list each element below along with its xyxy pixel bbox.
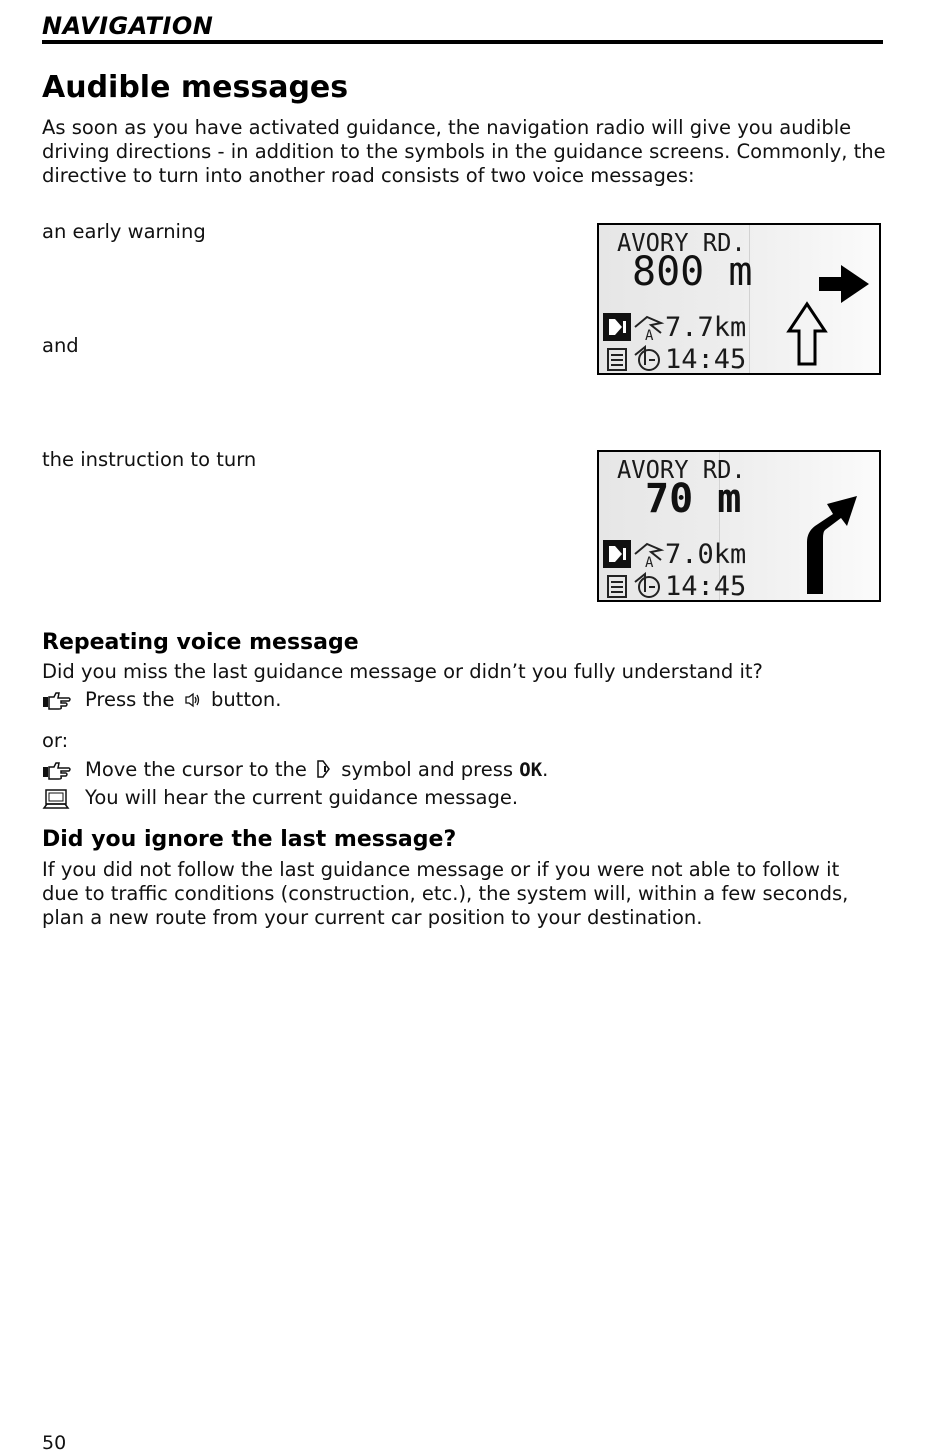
label-instruction: the instruction to turn xyxy=(42,448,257,471)
menu-list-icon xyxy=(603,572,631,600)
turn-right-arrow-icon xyxy=(817,263,873,305)
svg-text:A: A xyxy=(645,328,654,341)
ignore-line: plan a new route from your current car position to your destination. xyxy=(42,906,703,929)
repeat-question: Did you miss the last guidance message or didn’t you fully understand it? xyxy=(42,660,763,683)
lcd-street-name: AVORY RD. xyxy=(617,228,746,257)
intro-line: directive to turn into another road consists of two voice messages: xyxy=(42,164,695,187)
label-early-warning: an early warning xyxy=(42,220,206,243)
distance-to-destination-icon xyxy=(631,313,665,341)
heading-repeating-voice-message: Repeating voice message xyxy=(42,630,359,655)
label-and: and xyxy=(42,334,79,357)
lcd-remaining-row xyxy=(603,313,746,341)
display-result-icon xyxy=(42,788,72,810)
or-label: or: xyxy=(42,729,69,752)
section-header: NAVIGATION xyxy=(42,12,214,40)
step-move-cursor xyxy=(85,758,548,781)
header-rule xyxy=(42,40,883,44)
intro-line: As soon as you have activated guidance, the navigation radio will give you audible xyxy=(42,116,852,139)
step-text: button. xyxy=(210,688,282,711)
svg-text:A: A xyxy=(645,555,654,568)
heading-ignore-last-message: Did you ignore the last message? xyxy=(42,827,457,852)
lcd-arrival-time: 14:45 xyxy=(665,343,747,375)
step-press-button xyxy=(85,688,281,711)
lcd-eta-row xyxy=(603,572,746,600)
lcd-distance: 70 m xyxy=(645,476,742,522)
lcd-distance: 800 m xyxy=(632,249,753,295)
intro-paragraph xyxy=(42,116,886,188)
voice-button-icon xyxy=(184,691,202,709)
lcd-street-name: AVORY RD. xyxy=(617,455,746,484)
page-number: 50 xyxy=(42,1432,67,1454)
lcd-screen-turn-instruction xyxy=(597,450,881,602)
lcd-remaining-distance: 7.7km xyxy=(665,311,747,343)
turn-right-now-arrow-icon xyxy=(799,492,863,596)
ignore-line: If you did not follow the last guidance message or if you were not able to follow it xyxy=(42,858,840,881)
speaker-icon xyxy=(603,540,631,568)
step-text: Move the cursor to the xyxy=(85,758,307,781)
lcd-screen-early-warning xyxy=(597,223,881,375)
ignore-paragraph xyxy=(42,858,848,930)
lcd-remaining-row xyxy=(603,540,746,568)
lcd-remaining-distance: 7.0km xyxy=(665,538,747,570)
result-text: You will hear the current guidance message. xyxy=(85,786,519,809)
intro-line: driving directions - in addition to the symbols in the guidance screens. Commonly, the xyxy=(42,140,886,163)
ok-key-label: OK xyxy=(519,759,543,781)
speaker-icon xyxy=(603,313,631,341)
step-text: Press the xyxy=(85,688,175,711)
pointing-hand-icon xyxy=(42,761,72,783)
step-text: . xyxy=(542,758,549,781)
speaker-symbol-icon xyxy=(316,759,332,779)
lcd-arrival-time: 14:45 xyxy=(665,570,747,602)
menu-list-icon xyxy=(603,345,631,373)
step-text: symbol and press xyxy=(341,758,514,781)
arrival-time-icon xyxy=(631,572,665,600)
pointing-hand-icon xyxy=(42,691,72,713)
lcd-eta-row xyxy=(603,345,746,373)
distance-to-destination-icon xyxy=(631,540,665,568)
straight-ahead-arrow-icon xyxy=(785,301,829,367)
arrival-time-icon xyxy=(631,345,665,373)
ignore-line: due to traffic conditions (construction, etc.), the system will, within a few seconds, xyxy=(42,882,849,905)
page-title: Audible messages xyxy=(42,70,349,105)
